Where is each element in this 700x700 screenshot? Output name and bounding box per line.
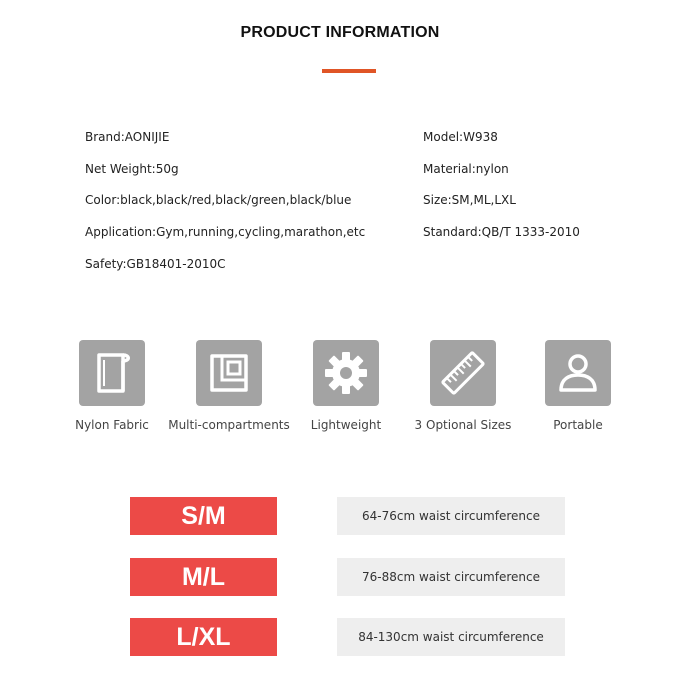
spec-brand: Brand:AONIJIE xyxy=(85,130,170,144)
spec-safety: Safety:GB18401-2010C xyxy=(85,257,226,271)
gear-icon xyxy=(313,340,379,406)
spec-color: Color:black,black/red,black/green,black/blue xyxy=(85,193,352,207)
spec-model: Model:W938 xyxy=(423,130,498,144)
feature-label: 3 Optional Sizes xyxy=(414,418,512,432)
page-title: PRODUCT INFORMATION xyxy=(240,24,440,41)
feature-portable xyxy=(508,340,648,432)
fabric-roll-icon xyxy=(79,340,145,406)
person-icon xyxy=(545,340,611,406)
size-desc-ml: 76-88cm waist circumference xyxy=(337,558,565,596)
spec-application: Application:Gym,running,cycling,marathon,etc xyxy=(85,225,366,239)
title-accent-bar xyxy=(322,69,376,73)
size-badge-sm: S/M xyxy=(130,497,277,535)
compartments-icon xyxy=(196,340,262,406)
size-badge-ml: M/L xyxy=(130,558,277,596)
size-badge-lxl: L/XL xyxy=(130,618,277,656)
spec-size: Size:SM,ML,LXL xyxy=(423,193,516,207)
spec-standard: Standard:QB/T 1333-2010 xyxy=(423,225,580,239)
feature-label: Lightweight xyxy=(310,418,382,432)
spec-net-weight: Net Weight:50g xyxy=(85,162,179,176)
spec-material: Material:nylon xyxy=(423,162,509,176)
feature-label: Nylon Fabric xyxy=(75,418,149,432)
feature-label: Multi-compartments xyxy=(168,418,290,432)
size-desc-lxl: 84-130cm waist circumference xyxy=(337,618,565,656)
ruler-icon xyxy=(430,340,496,406)
size-desc-sm: 64-76cm waist circumference xyxy=(337,497,565,535)
feature-label: Portable xyxy=(553,418,603,432)
